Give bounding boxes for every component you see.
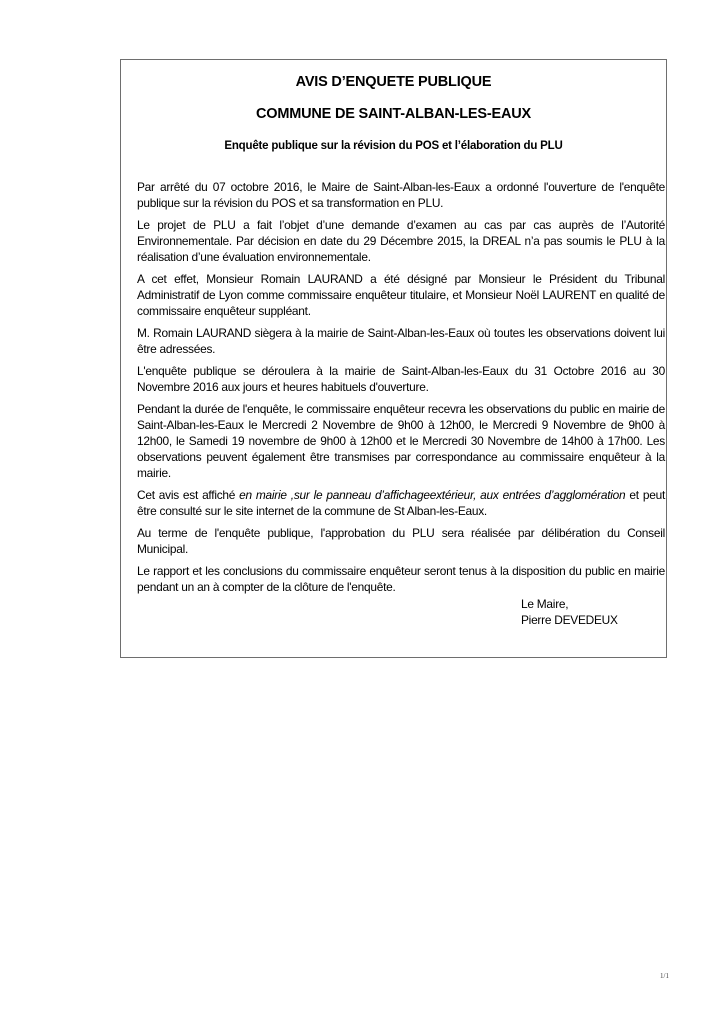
affichage-text-end: et peut être consulté sur le site internet de la commune de St Alban-les-Eaux.: [137, 488, 666, 518]
paragraph-arrete: Par arrêté du 07 octobre 2016, le Maire de Saint-Alban-les-Eaux a ordonné l'ouverture de l'enquête publique sur la révision du POS et sa transformation en PLU.: [137, 180, 665, 210]
paragraph-approbation: Au terme de l'enquête publique, l'approbation du PLU sera réalisée par délibération du Conseil Municipal.: [137, 526, 665, 556]
commune-title: COMMUNE DE SAINT-ALBAN-LES-EAUX: [256, 106, 531, 122]
notice-subtitle: Enquête publique sur la révision du POS et l’élaboration du PLU: [224, 140, 563, 152]
paragraph-dates: L'enquête publique se déroulera à la mairie de Saint-Alban-les-Eaux du 31 Octobre 2016 au 30 Novembre 2016 aux jours et heures habituels d'ouverture.: [137, 364, 665, 394]
notice-title: AVIS D’ENQUETE PUBLIQUE: [295, 74, 492, 90]
paragraph-rapport: Le rapport et les conclusions du commissaire enquêteur seront tenus à la disposition du public en mairie pendant un an à compter de la clôture de l'enquête.: [137, 564, 665, 594]
public-notice-box: [120, 59, 667, 658]
paragraph-siege: M. Romain LAURAND siègera à la mairie de Saint-Alban-les-Eaux où toutes les observations doivent lui être adressées.: [137, 326, 665, 356]
paragraph-permanences: Pendant la durée de l'enquête, le commissaire enquêteur recevra les observations du public en mairie de Saint-Alban-les-Eaux le Mercredi 2 Novembre de 9h00 à 12h00, le Mercredi 9 Novembre de 9h00 à 12h00, le Samedi 19 novembre de 9h00 à 12h00 et le Mercredi 30 Novembre de 14h00 à 17h00. Les observations peuvent également être transmises par correspondance au commissaire enquêteur à la mairie.: [137, 402, 665, 480]
notice-body: [137, 179, 665, 595]
affichage-locations: en mairie ,sur le panneau d’affichageextérieur, aux entrées d’agglomération: [239, 488, 626, 502]
paragraph-commissaire: A cet effet, Monsieur Romain LAURAND a été désigné par Monsieur le Président du Tribunal Administratif de Lyon comme commissaire enquêteur titulaire, et Monsieur Noël LAURENT en qualité de commissaire enquêteur suppléant.: [137, 272, 665, 318]
affichage-text-start: Cet avis est affiché: [137, 488, 240, 502]
paragraph-affichage: [137, 487, 665, 519]
signature-name: Pierre DEVEDEUX: [521, 613, 618, 627]
page-number: 1/1: [660, 972, 669, 980]
signature-role: Le Maire,: [521, 597, 569, 611]
paragraph-autorite-environnementale: Le projet de PLU a fait l’objet d’une demande d’examen au cas par cas auprès de l’Autorité Environnementale. Par décision en date du 29 Décembre 2015, la DREAL n’a pas soumis le PLU à la réalisation d’une évaluation environnementale.: [137, 218, 665, 264]
signature-block: [521, 596, 618, 628]
